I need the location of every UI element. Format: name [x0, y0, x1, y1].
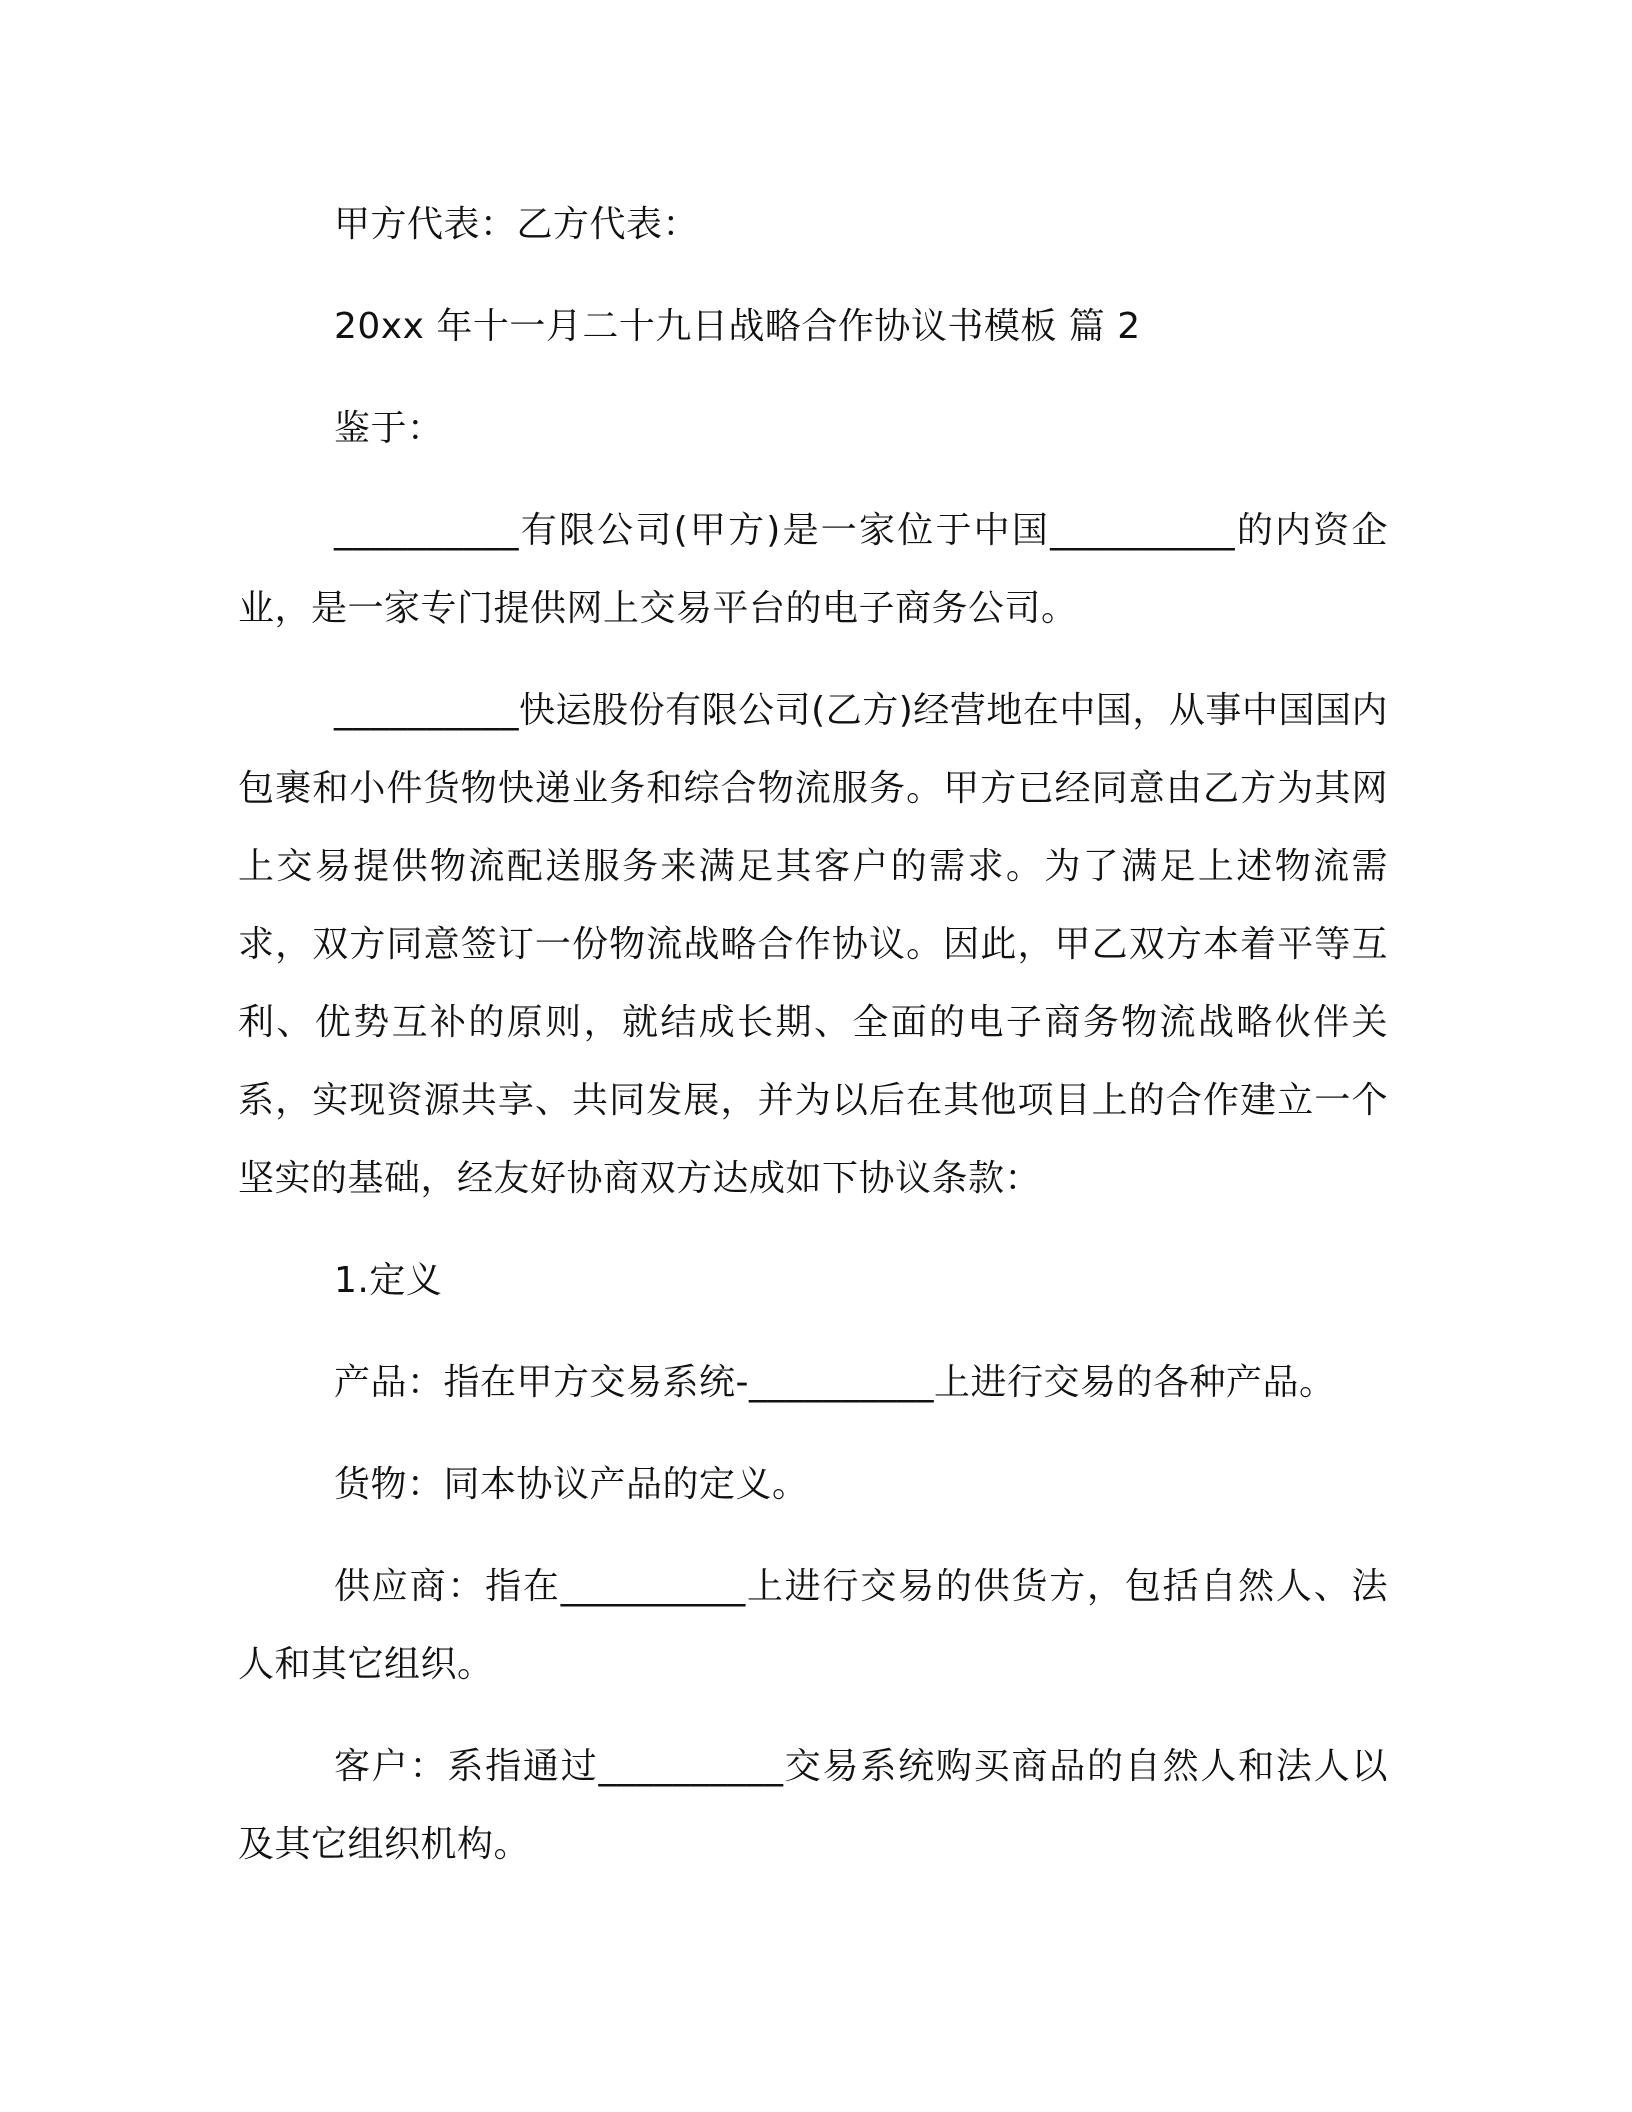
definition-product: 产品：指在甲方交易系统-__________上进行交易的各种产品。	[334, 1362, 1336, 1403]
definition-goods: 货物：同本协议产品的定义。	[334, 1464, 809, 1505]
document-title: 20xx 年十一月二十九日战略合作协议书模板 篇 2	[334, 306, 1141, 347]
party-a-description: __________有限公司(甲方)是一家位于中国__________的内资企业，是一家专门提供网上交易平台的电子商务公司。	[238, 510, 1388, 629]
document-body	[238, 186, 1388, 1884]
representatives-line: 甲方代表：乙方代表：	[334, 204, 700, 245]
section-definitions-heading: 1.定义	[334, 1260, 443, 1301]
definition-customer: 客户：系指通过__________交易系统购买商品的自然人和法人以及其它组织机构。	[238, 1746, 1388, 1865]
definition-supplier: 供应商：指在__________上进行交易的供货方，包括自然人、法人和其它组织。	[238, 1566, 1388, 1685]
whereas-heading: 鉴于：	[334, 408, 444, 449]
party-b-description: __________快运股份有限公司(乙方)经营地在中国，从事中国国内包裹和小件货物快递业务和综合物流服务。甲方已经同意由乙方为其网上交易提供物流配送服务来满足其客户的需求。为了满足上述物流需求，双方同意签订一份物流战略合作协议。因此，甲乙双方本着平等互利、优势互补的原则，就结成长期、全面的电子商务物流战略伙伴关系，实现资源共享、共同发展，并为以后在其他项目上的合作建立一个坚实的基础，经友好协商双方达成如下协议条款：	[238, 690, 1388, 1199]
